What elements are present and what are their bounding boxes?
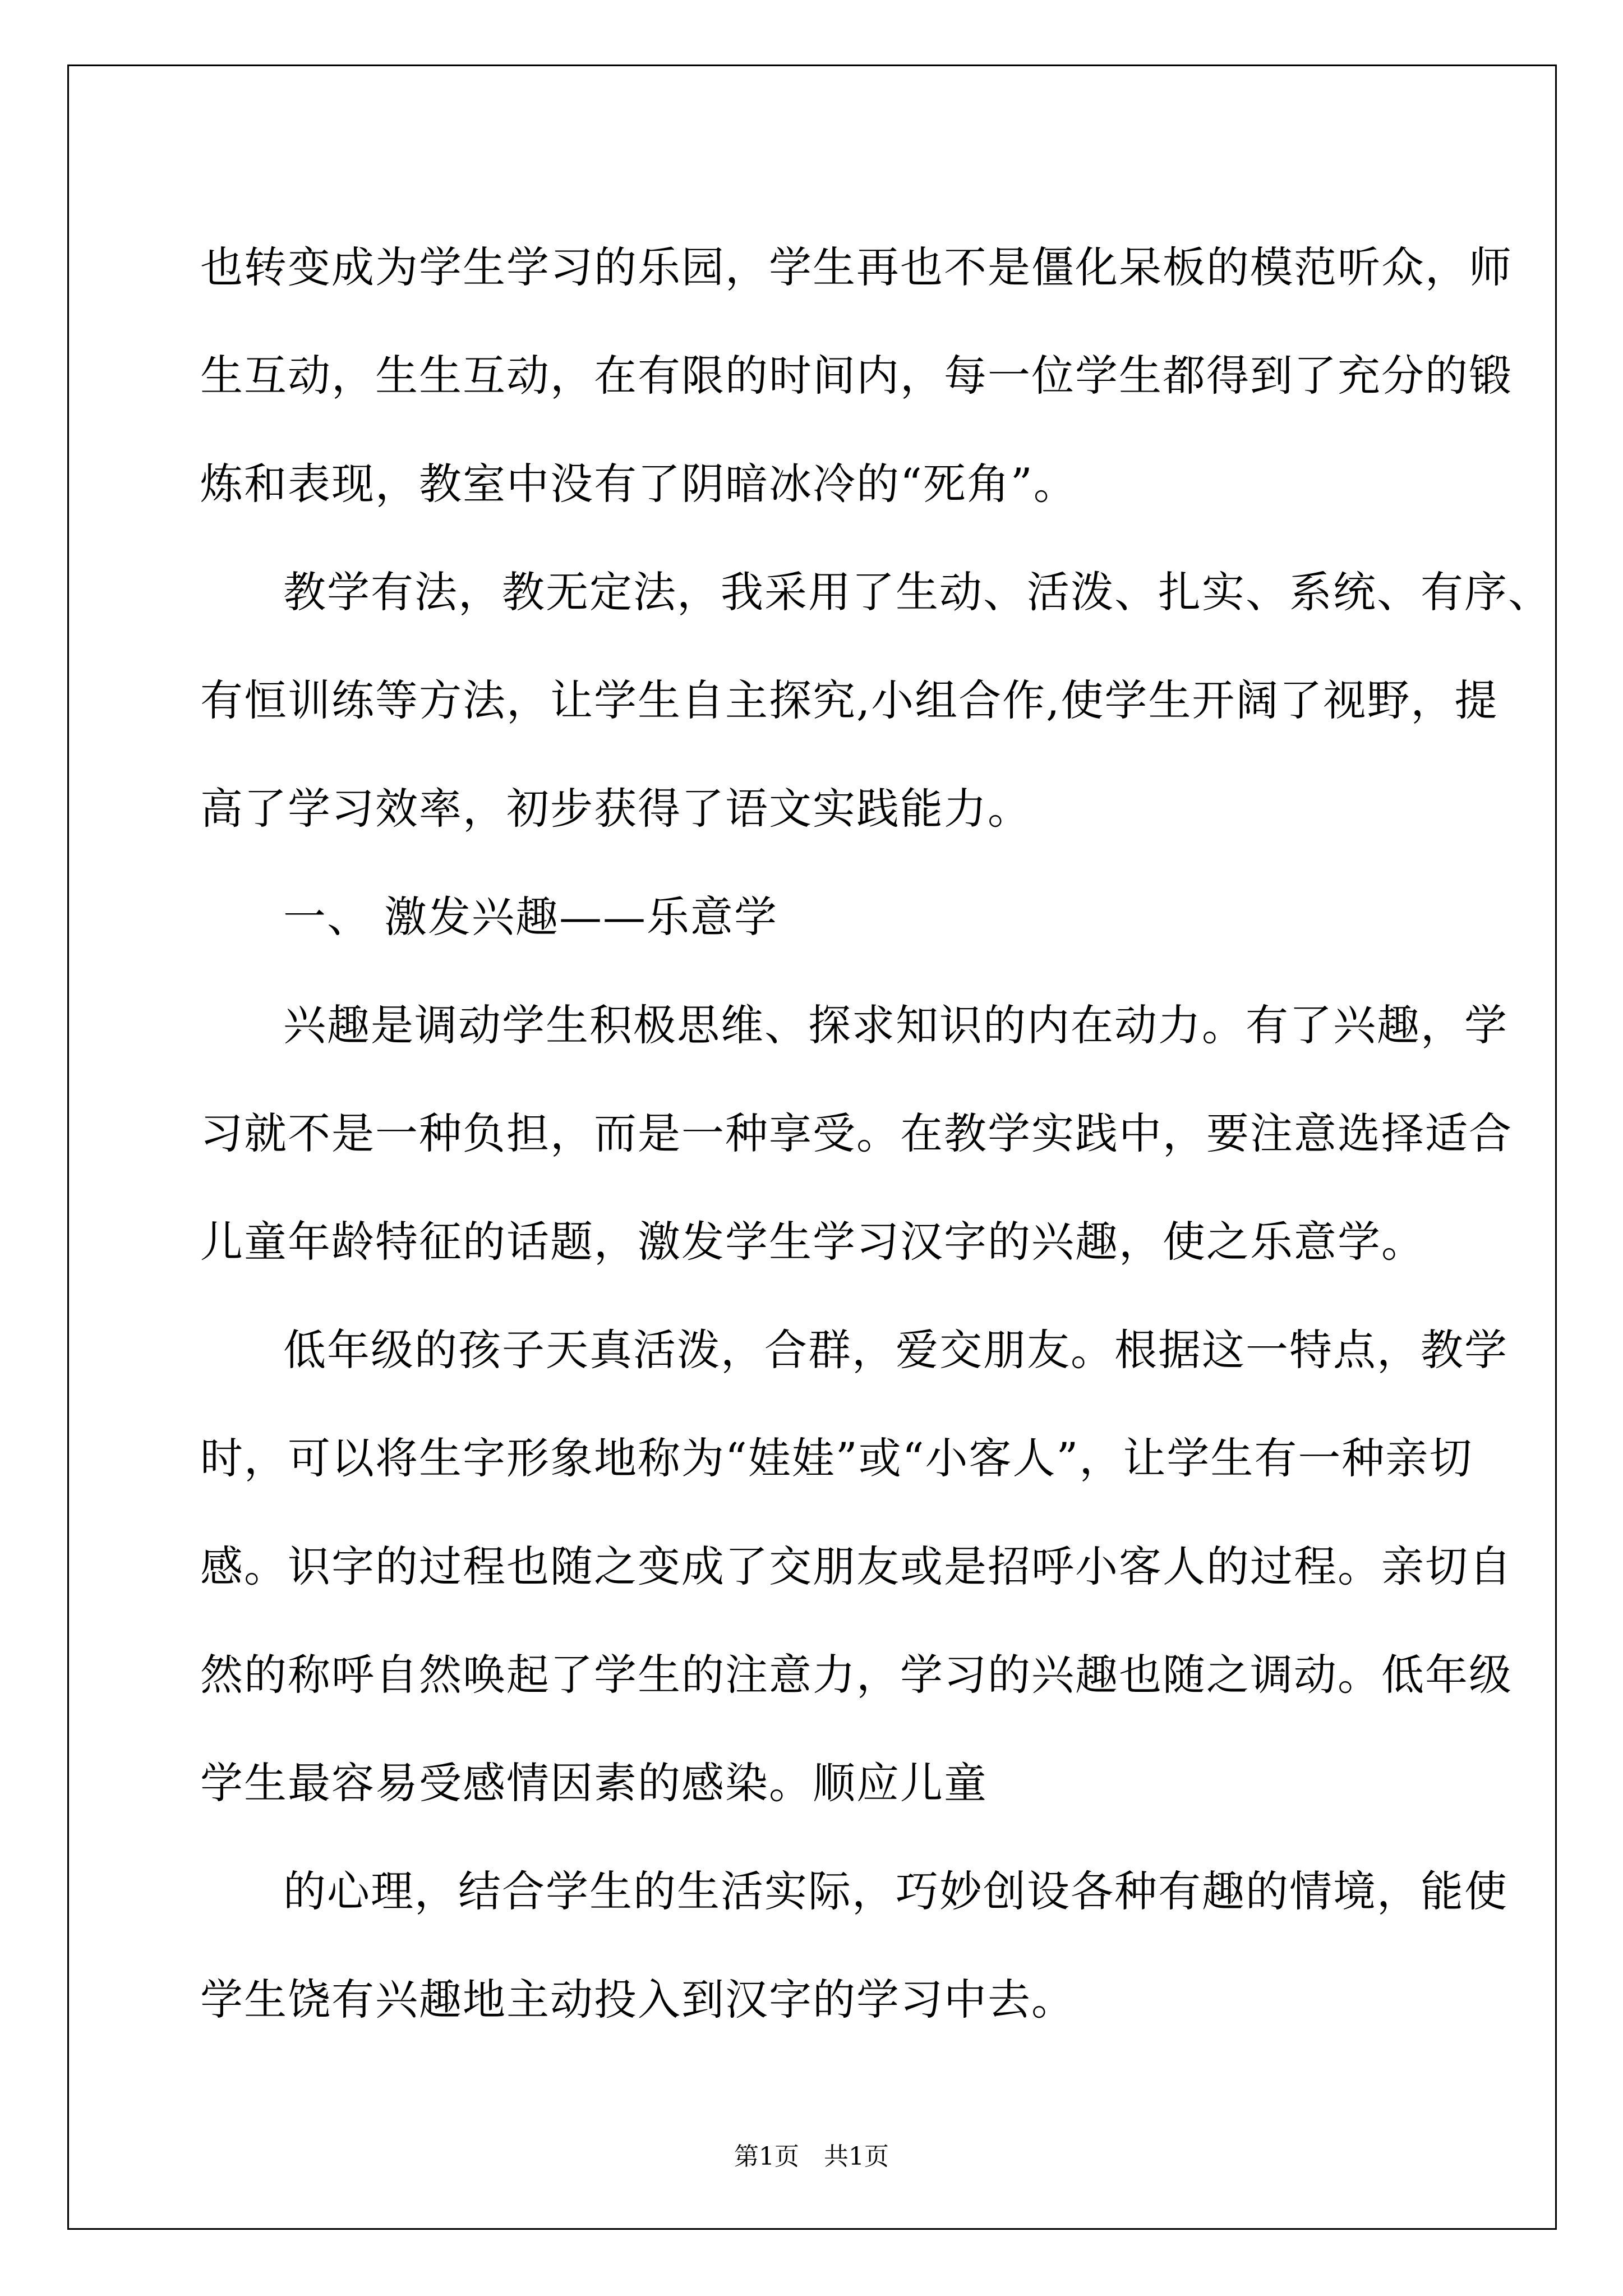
section-heading bbox=[200, 863, 1456, 971]
text-line: 然的称呼自然唤起了学生的注意力，学习的兴趣也随之调动。低年级 bbox=[200, 1650, 1513, 1700]
text-line: 感。识字的过程也随之变成了交朋友或是招呼小客人的过程。亲切自 bbox=[200, 1542, 1513, 1591]
page-footer bbox=[0, 2136, 1623, 2172]
paragraph-start-line: 兴趣是调动学生积极思维、探求知识的内在动力。有了兴趣，学 bbox=[283, 1000, 1508, 1050]
text-line: 儿童年龄特征的话题，激发学生学习汉字的兴趣，使之乐意学。 bbox=[200, 1217, 1425, 1267]
paragraph-start-line: 的心理，结合学生的生活实际，巧妙创设各种有趣的情境，能使 bbox=[283, 1866, 1508, 1916]
paragraph-start-line: 低年级的孩子天真活泼，合群，爱交朋友。根据这一特点，教学 bbox=[283, 1325, 1508, 1375]
text-line: 生互动，生生互动，在有限的时间内，每一位学生都得到了充分的锻 bbox=[200, 351, 1513, 401]
document-body bbox=[200, 213, 1552, 2054]
text-line: 学生最容易受感情因素的感染。顺应儿童 bbox=[200, 1758, 988, 1808]
text-line: 习就不是一种负担，而是一种享受。在教学实践中，要注意选择适合 bbox=[200, 1108, 1513, 1158]
section-heading-number: 一、 bbox=[283, 892, 371, 942]
text-line: 也转变成为学生学习的乐园，学生再也不是僵化呆板的模范听众，师 bbox=[200, 242, 1513, 292]
paragraph-start-line: 教学有法，教无定法，我采用了生动、活泼、扎实、系统、有序、 bbox=[283, 567, 1552, 617]
text-line: 有恒训练等方法，让学生自主探究,小组合作,使学生开阔了视野，提 bbox=[200, 675, 1498, 725]
section-heading-text: 激发兴趣——乐意学 bbox=[384, 892, 778, 942]
total-pages: 共1页 bbox=[824, 2142, 889, 2171]
text-line: 学生饶有兴趣地主动投入到汉字的学习中去。 bbox=[200, 1975, 1075, 2024]
text-line: 炼和表现，教室中没有了阴暗冰冷的“死角”。 bbox=[200, 459, 1077, 509]
text-line: 高了学习效率，初步获得了语文实践能力。 bbox=[200, 784, 1031, 834]
current-page-number: 第1页 bbox=[734, 2142, 799, 2171]
text-line: 时，可以将生字形象地称为“娃娃”或“小客人”，让学生有一种亲切 bbox=[200, 1433, 1473, 1483]
